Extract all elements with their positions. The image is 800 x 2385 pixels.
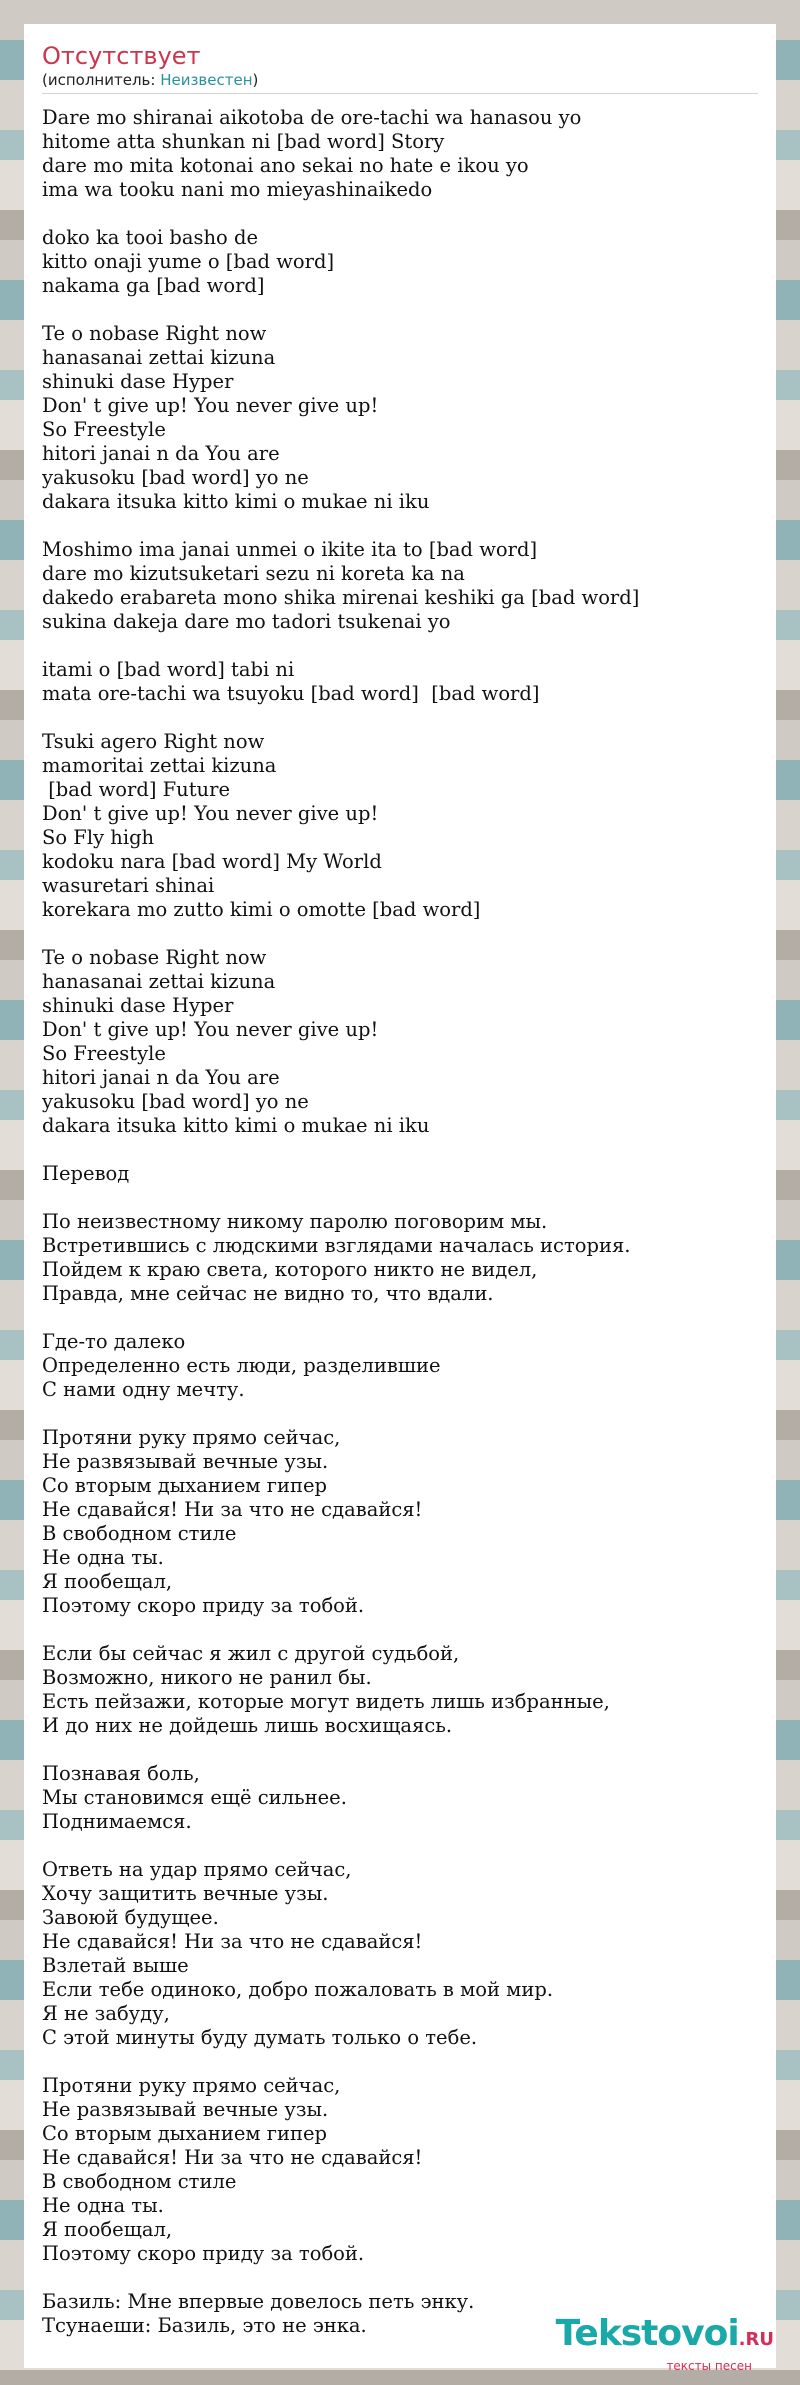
- lyric-line: dare mo kizutsuketari sezu ni koreta ka na: [42, 562, 465, 585]
- lyric-line: Не сдавайся! Ни за что не сдавайся!: [42, 1498, 423, 1521]
- lyric-line: So Fly high: [42, 826, 155, 849]
- lyric-line: dakara itsuka kitto kimi o mukae ni iku: [42, 490, 430, 513]
- lyric-line: [bad word] Future: [42, 778, 230, 801]
- lyric-line: В свободном стиле: [42, 1522, 237, 1545]
- lyric-line: So Freestyle: [42, 418, 166, 441]
- lyric-line: Со вторым дыханием гипер: [42, 1474, 328, 1497]
- lyric-line: Где-то далеко: [42, 1330, 186, 1353]
- lyric-line: Поэтому скоро приду за тобой.: [42, 1594, 365, 1617]
- logo-tld: .RU: [738, 2329, 774, 2350]
- lyric-line: hitori janai n da You are: [42, 1066, 280, 1089]
- logo-wordmark: [556, 2315, 774, 2359]
- lyric-line: [42, 2050, 758, 2074]
- lyric-line: Возможно, никого не ранил бы.: [42, 1666, 372, 1689]
- lyric-line: Перевод: [42, 1162, 130, 1185]
- lyric-line: doko ka tooi basho de: [42, 226, 259, 249]
- lyric-line: hanasanai zettai kizuna: [42, 970, 276, 993]
- lyric-line: Протяни руку прямо сейчас,: [42, 2074, 341, 2097]
- lyric-line: Есть пейзажи, которые могут видеть лишь избранные,: [42, 1690, 610, 1713]
- lyric-line: Правда, мне сейчас не видно то, что вдали.: [42, 1282, 494, 1305]
- lyric-line: Tsuki agero Right now: [42, 730, 265, 753]
- lyric-line: Don' t give up! You never give up!: [42, 802, 379, 825]
- lyric-line: Ответь на удар прямо сейчас,: [42, 1858, 352, 1881]
- lyric-line: itami o [bad word] tabi ni: [42, 658, 295, 681]
- lyric-line: Хочу защитить вечные узы.: [42, 1882, 329, 1905]
- lyric-line: Определенно есть люди, разделившие: [42, 1354, 441, 1377]
- lyrics-text: [42, 106, 758, 2338]
- lyric-line: Moshimo ima janai unmei o ikite ita to [bad word]: [42, 538, 538, 561]
- lyric-line: Пойдем к краю света, которого никто не видел,: [42, 1258, 538, 1281]
- artist-link[interactable]: Неизвестен: [160, 71, 253, 89]
- lyric-line: С нами одну мечту.: [42, 1378, 245, 1401]
- lyric-line: [42, 922, 758, 946]
- lyric-line: wasuretari shinai: [42, 874, 215, 897]
- lyric-line: kodoku nara [bad word] My World: [42, 850, 382, 873]
- lyric-line: Познавая боль,: [42, 1762, 200, 1785]
- lyric-line: hitori janai n da You are: [42, 442, 280, 465]
- lyric-line: So Freestyle: [42, 1042, 166, 1065]
- lyric-line: Не одна ты.: [42, 1546, 164, 1569]
- lyric-line: [42, 2266, 758, 2290]
- lyric-line: И до них не дойдешь лишь восхищаясь.: [42, 1714, 453, 1737]
- lyric-line: dakedo erabareta mono shika mirenai keshiki ga [bad word]: [42, 586, 640, 609]
- lyric-line: Te o nobase Right now: [42, 322, 267, 345]
- lyric-line: korekara mo zutto kimi o omotte [bad word]: [42, 898, 481, 921]
- lyric-line: Я не забуду,: [42, 2002, 170, 2025]
- logo-name: Tekstovoi: [555, 2313, 739, 2354]
- lyric-line: dare mo mita kotonai ano sekai no hate e ikou yo: [42, 154, 529, 177]
- lyric-line: shinuki dase Hyper: [42, 994, 234, 1017]
- lyric-line: mamoritai zettai kizuna: [42, 754, 277, 777]
- lyric-line: Не развязывай вечные узы.: [42, 1450, 329, 1473]
- lyric-line: Встретившись с людскими взглядами началась история.: [42, 1234, 631, 1257]
- lyric-line: [42, 1402, 758, 1426]
- lyric-line: [42, 706, 758, 730]
- song-title: Отсутствует: [42, 42, 201, 70]
- lyric-line: [42, 1138, 758, 1162]
- lyric-line: Dare mo shiranai aikotoba de ore-tachi wa hanasou yo: [42, 106, 582, 129]
- site-logo[interactable]: [556, 2315, 774, 2373]
- lyric-line: Взлетай выше: [42, 1954, 189, 1977]
- lyric-line: Don' t give up! You never give up!: [42, 1018, 379, 1041]
- lyric-line: dakara itsuka kitto kimi o mukae ni iku: [42, 1114, 430, 1137]
- lyric-line: [42, 1834, 758, 1858]
- logo-tagline: тексты песен: [666, 2359, 752, 2373]
- lyric-line: Со вторым дыханием гипер: [42, 2122, 328, 2145]
- lyric-line: kitto onaji yume o [bad word]: [42, 250, 335, 273]
- lyric-line: Поднимаемся.: [42, 1810, 192, 1833]
- lyric-line: [42, 1618, 758, 1642]
- lyric-line: [42, 202, 758, 226]
- lyric-line: Если тебе одиноко, добро пожаловать в мой мир.: [42, 1978, 554, 2001]
- lyric-line: Don' t give up! You never give up!: [42, 394, 379, 417]
- lyric-line: sukina dakeja dare mo tadori tsukenai yo: [42, 610, 451, 633]
- lyric-line: [42, 634, 758, 658]
- artist-line: [42, 71, 758, 94]
- lyric-line: С этой минуты буду думать только о тебе.: [42, 2026, 478, 2049]
- lyric-line: [42, 1306, 758, 1330]
- lyric-line: По неизвестному никому паролю поговорим мы.: [42, 1210, 548, 1233]
- lyric-line: Завоюй будущее.: [42, 1906, 219, 1929]
- lyric-line: [42, 1738, 758, 1762]
- artist-suffix: ): [252, 71, 259, 89]
- artist-prefix: (исполнитель:: [42, 71, 161, 89]
- lyric-line: Не развязывай вечные узы.: [42, 2098, 329, 2121]
- lyric-line: ima wa tooku nani mo mieyashinaikedo: [42, 178, 433, 201]
- lyric-line: mata ore-tachi wa tsuyoku [bad word] [bad word]: [42, 682, 540, 705]
- lyric-line: nakama ga [bad word]: [42, 274, 265, 297]
- lyric-line: [42, 1186, 758, 1210]
- lyric-line: hanasanai zettai kizuna: [42, 346, 276, 369]
- lyric-line: Я пообещал,: [42, 1570, 173, 1593]
- lyric-line: hitome atta shunkan ni [bad word] Story: [42, 130, 445, 153]
- lyric-line: [42, 514, 758, 538]
- lyric-line: yakusoku [bad word] yo ne: [42, 466, 309, 489]
- lyric-line: Не сдавайся! Ни за что не сдавайся!: [42, 2146, 423, 2169]
- lyric-line: shinuki dase Hyper: [42, 370, 234, 393]
- lyric-line: yakusoku [bad word] yo ne: [42, 1090, 309, 1113]
- lyrics-card: [24, 24, 776, 2368]
- lyric-line: Базиль: Мне впервые довелось петь энку.: [42, 2290, 475, 2313]
- lyric-line: Я пообещал,: [42, 2218, 173, 2241]
- lyric-line: Тсунаеши: Базиль, это не энка.: [42, 2314, 367, 2337]
- lyric-line: Протяни руку прямо сейчас,: [42, 1426, 341, 1449]
- lyric-line: Te o nobase Right now: [42, 946, 267, 969]
- lyric-line: Поэтому скоро приду за тобой.: [42, 2242, 365, 2265]
- lyric-line: Мы становимся ещё сильнее.: [42, 1786, 347, 1809]
- lyric-line: Если бы сейчас я жил с другой судьбой,: [42, 1642, 460, 1665]
- lyric-line: Не сдавайся! Ни за что не сдавайся!: [42, 1930, 423, 1953]
- lyric-line: В свободном стиле: [42, 2170, 237, 2193]
- lyric-line: [42, 298, 758, 322]
- lyric-line: Не одна ты.: [42, 2194, 164, 2217]
